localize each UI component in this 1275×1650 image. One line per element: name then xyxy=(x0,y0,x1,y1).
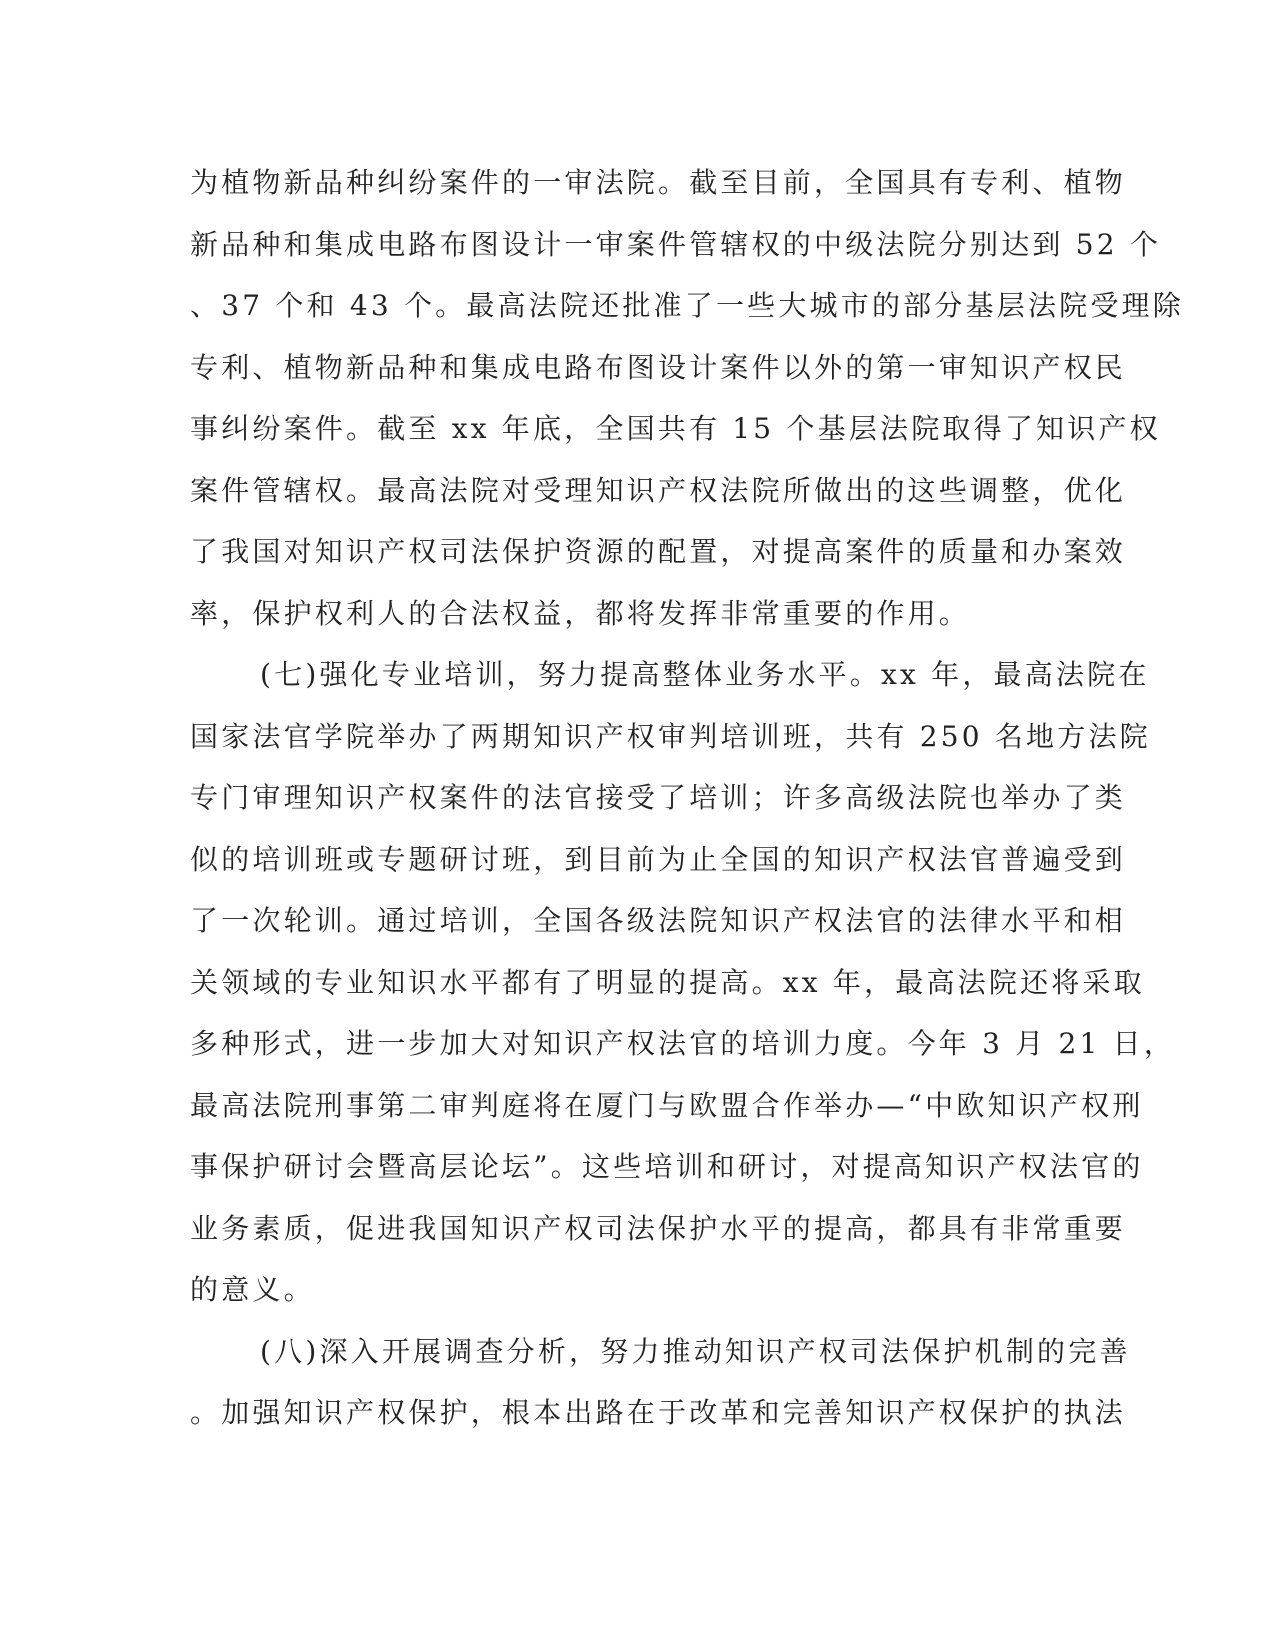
text-line: 多种形式，进一步加大对知识产权法官的培训力度。今年 3 月 21 日， xyxy=(190,1027,1176,1060)
text-line: 关领域的专业知识水平都有了明显的提高。xx 年，最高法院还将采取 xyxy=(190,965,1145,999)
text-line: 案件管辖权。最高法院对受理知识产权法院所做出的这些调整，优化 xyxy=(190,473,1127,507)
text-line: 的意义。 xyxy=(190,1273,315,1306)
text-line: 业务素质，促进我国知识产权司法保护水平的提高，都具有非常重要 xyxy=(190,1211,1127,1245)
text-line: 专利、植物新品种和集成电路布图设计案件以外的第一审知识产权民 xyxy=(190,350,1127,384)
text-line: 新品种和集成电路布图设计一审案件管辖权的中级法院分别达到 52 个 xyxy=(190,227,1162,261)
text-line: 事保护研讨会暨高层论坛”。这些培训和研讨，对提高知识产权法官的 xyxy=(190,1150,1144,1183)
text-line: 、37 个和 43 个。最高法院还批准了一些大城市的部分基层法院受理除 xyxy=(190,289,1184,322)
text-line: 了我国对知识产权司法保护资源的配置，对提高案件的质量和办案效 xyxy=(190,535,1127,568)
text-line: 率，保护权利人的合法权益，都将发挥非常重要的作用。 xyxy=(190,596,971,630)
text-line: 最高法院刑事第二审判庭将在厦门与欧盟合作举办—“中欧知识产权刑 xyxy=(190,1088,1144,1122)
text-line: 为植物新品种纠纷案件的一审法院。截至目前，全国具有专利、植物 xyxy=(190,166,1127,199)
body-text xyxy=(190,161,1184,1453)
text-line: 专门审理知识产权案件的法官接受了培训；许多高级法院也举办了类 xyxy=(190,781,1127,814)
text-line: 了一次轮训。通过培训，全国各级法院知识产权法官的法律水平和相 xyxy=(190,904,1127,937)
paragraph-heading-7: (七)强化专业培训，努力提高整体业务水平。xx 年，最高法院在 xyxy=(260,658,1150,691)
text-line: 。加强知识产权保护，根本出路在于改革和完善知识产权保护的执法 xyxy=(190,1396,1127,1429)
text-line: 似的培训班或专题研讨班，到目前为止全国的知识产权法官普遍受到 xyxy=(190,842,1127,876)
text-line: 事纠纷案件。截至 xx 年底，全国共有 15 个基层法院取得了知识产权 xyxy=(190,412,1161,445)
paragraph-heading-8: (八)深入开展调查分析，努力推动知识产权司法保护机制的完善 xyxy=(260,1334,1131,1368)
text-line: 国家法官学院举办了两期知识产权审判培训班，共有 250 名地方法院 xyxy=(190,719,1151,753)
